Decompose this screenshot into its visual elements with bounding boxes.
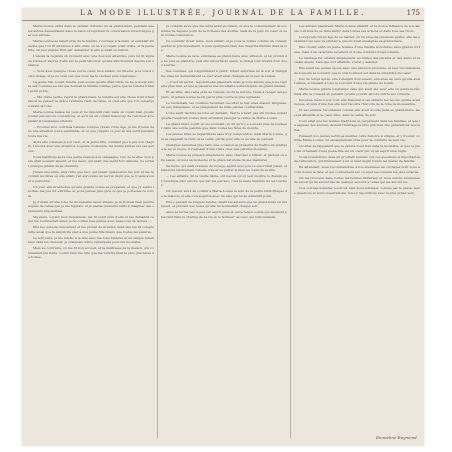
paragraph: — C'est un secret, répondit-elle gaiement; mais je vous assure que je ne regrette plus rien, et que je passerai une excellente soirée auprès de grand-maman. [161, 79, 287, 88]
paragraph: On les trouvera dans toutes les bonnes librairies, et nous serons heureuses de savoir qu'ils auront été de quelque secours à celles qui les auront lus. [294, 175, 420, 184]
text-column-1 [28, 24, 154, 440]
paragraph: Alors elle commença son récit, et la jeune fille, oubliant peu à peu son chagrin, l'écouta avec une attention toujours croissante, les mains jointes sur ses genoux. [28, 139, 154, 153]
paragraph: — Écoutez-moi, continua l'aïeule; lorsque j'avais votre âge, je me trouvai dans une situation toute semblable, et ce que j'appris ce jour-là m'a servi pendant toute ma vie. [28, 124, 154, 138]
paragraph: Je n'avais qu'une robe de mousseline assez simple; je la trouvai bien pauvre auprès de celles que je me figurais, et je passai plusieurs nuits à imaginer des ornements impossibles. [28, 199, 154, 213]
paragraph: Peu de temps après, elle s'éteignit doucement, entourée de ceux qu'elle avait aimés, et laissant à tous le souvenir d'une vie pleine de bonté. [294, 76, 420, 85]
column-divider [290, 24, 291, 438]
paragraph: Le soir venu, je me rendis à la fête avec ma robe blanche et un simple ruban bleu dans les cheveux; je craignais d'être remarquée pour ma modestie. [28, 235, 154, 244]
text-column-3 [294, 24, 420, 440]
paragraph: Le lendemain, les cousines revinrent raconter le bal; elles étaient fatiguées, un peu maussades, et se plaignaient de mille petites contrariétés. [161, 100, 287, 109]
journal-title: LA MODE ILLUSTRÉE, JOURNAL DE LA FAMILLE. [80, 9, 366, 17]
paragraph: Et en effet, elle resta près de l'aïeule, lui fit la lecture, l'aida à ranger ses papiers, et jamais soirée ne lui parut plus courte ni plus agréable. [161, 90, 287, 99]
paragraph: — Ma chère petite, reprit la grand-mère, la toilette est une chose dont il faut savoir se passer; la grâce véritable vient de l'âme, et c'est elle que l'on remarque avant la robe. [28, 94, 154, 108]
paragraph: Un jour, elle m'annonça qu'une grande soirée se préparait, et que j'y serais invitée; ma joie fut extrême, et je ne pensai plus qu'à ce que je porterais ce soir-là. [28, 184, 154, 198]
paragraph: La grand-mère sourit en les écoutant, et dit qu'il y a souvent plus de bonheur dans une soirée paisible que dans toutes les fêtes du monde. [161, 121, 287, 130]
paragraph: J'avais une amie, plus riche que moi, qui venait quelquefois me voir et me racontait les fêtes où elle allait; j'en éprouvais un secret dépit que je n'osais avouer à personne. [28, 169, 154, 183]
paragraph: Ce souvenir m'est resté, mon enfant, et je vous le donne comme un conseil; gardez-le précieusement, il vous épargnera bien des chagrins inutiles dans la vie. [161, 39, 287, 52]
paragraph: Et ses enfants l'écoutaient comme elle avait écouté jadis sa grand-mère, les yeux attentifs et le cœur ému, dans le calme du soir. [294, 108, 420, 117]
paragraph: Elle y passait de longues heures, lisant les auteurs que sa grand-mère lui indiquait, et prenant des notes qu'elle lui soumettait chaque soir. [161, 199, 287, 208]
paragraph: Marie-Louise se tenait près de la fenêtre, l'ouvrage à la main, et semblait attendre que l'on fît attention à elle; mais on ne s'occupait point d'elle, et la jeune fille, un peu piquée, finit par demander si elle pouvait se retirer. [28, 39, 154, 52]
paragraph: C'est ainsi que les bonnes traditions se perpétuent dans les familles, et que la sagesse des anciens devient l'héritage le plus précieux des générations nouvelles. [294, 118, 420, 132]
paragraph: Mais au contraire, on me fit bon accueil; et la maîtresse de la maison, qui connaissait ma mère, voulut bien me dire que ma toilette était la plus gracieuse de toutes. [28, 246, 154, 259]
paragraph: Elle choisit enfin un jeune homme d'une famille honorable, sans grande fortune, mais d'un caractère excellent et d'une conduite irréprochable. [294, 45, 420, 54]
author-signature: Emmeline Raymond. [375, 435, 418, 440]
paragraph: Puissent nos jeunes lectrices méditer cette histoire si simple, et y trouver, comme Marie-Louise, un enseignement utile pour la conduite de leur vie. [294, 133, 420, 142]
paragraph: Marie-Louise pleura longtemps celle qui avait été pour elle un guide si sûr; mais elle se consola en pensant qu'elle pouvait encore suivre ses conseils. [294, 87, 420, 96]
paragraph: La jeune fille rougit, hésita, puis avoua qu'elle était triste de ne pouvoir suivre ses cousines au bal que donnait la famille voisine, parce que sa toilette n'était point prête. [28, 79, 154, 93]
paragraph: L'aïeule la regarda un moment avec une douceur attentive, puis lui fit signe de s'asseoir auprès d'elle sur le petit tabouret qu'elle affectionnait depuis son enfance. [28, 54, 154, 67]
paragraph: Les jeunes filles se regardèrent sans trop comprendre; mais Marie-Louise, qui se rappelait le récit de la veille, garda pour elle ce qu'elle en pensait. [161, 132, 287, 141]
paragraph: Marie-Louise se leva, embrassa sa grand-mère avec effusion, et lui promit de ne plus se plaindre; puis elle retourna au salon, le visage tout éclairé d'un doux sourire. [161, 54, 287, 67]
paragraph: Ses cousines, qui s'apprêtaient à partir, furent surprises de la voir si tranquille; elles lui demandèrent ce qui l'avait ainsi changée en si peu de temps. [161, 69, 287, 78]
page-number: 175 [406, 9, 420, 17]
paragraph: L'une avait déchiré sa robe en dansant, l'autre n'avait pas été invitée autant qu'elle l'espérait; toutes deux enviaient presque le calme de Marie-Louise. [161, 111, 287, 120]
paragraph: Quelques semaines plus tard, une occasion se présenta de mettre en pratique la leçon reçue; il s'agissait d'une visite chez une parente éloignée. [161, 142, 287, 151]
paragraph: Lorsqu'elle fut en âge de se marier, on lui proposa plusieurs partis; elle les examina tous avec la prudence que lui avait enseignée sa grand-mère. [294, 34, 420, 43]
paragraph: Ma mère, voyant mon inquiétude, me fit venir près d'elle et me demanda ce qui me tourmentait ainsi; je lui confiai mes peines avec beaucoup de larmes. [28, 214, 154, 223]
paragraph: Ainsi se forma peu à peu cet esprit juste et cette raison solide qui devaient plus tard faire le charme de sa vie et le bonheur de ceux qui l'entouraient. [161, 210, 287, 219]
paragraph: On résolut alors de confier à Marie-Louise le soin de la petite bibliothèque de la maison, et elle s'en acquitta avec un zèle qui ne se démentit point. [161, 189, 287, 198]
paragraph: — Les enfants, dit la vieille dame, ont besoin qu'on leur montre le chemin par l'exemple plus encore que par les paroles; c'est la seule manière de les toucher. [161, 174, 287, 187]
paragraph: Devenue mère à son tour, elle transmit à ses enfants les leçons qu'elle avait reçues, et plus d'une fois elle leur raconta l'histoire de la robe de mousseline. [294, 97, 420, 106]
paragraph: Nous habitions alors une petite maison à la campagne, loin de la ville; mon père était souvent absent, et ma mère, qui avait une santé fort délicate, ne sortait presque jamais de sa chambre. [28, 154, 154, 168]
paragraph: Marie-Louise baissa les yeux et ne répondit rien; mais on voyait bien qu'elle n'était pas encore convaincue, et qu'il lui en coûtait beaucoup de renoncer à ce plaisir si longtemps attendu. [28, 109, 154, 123]
paragraph: Les années passèrent; Marie-Louise grandit, et la douce influence de son aïeule continua de se faire sentir dans toutes ses actions et dans tous ses choix. [294, 24, 420, 33]
paragraph: Marie-Louise se prépara simplement, sans chercher à briller; et partout où elle passa, on loua sa modestie et la grâce naturelle de ses manières. [161, 153, 287, 162]
text-column-2 [161, 24, 287, 440]
paragraph: Marie-Louise entra dans le cabinet d'études de sa grand-mère, pendant que les autres demeuraient dans le salon et reprirent la conversation interrompue par son arrivée. [28, 24, 154, 37]
column-divider [157, 24, 158, 438]
page-header [22, 8, 424, 21]
paragraph: Je compris alors que ma mère avait eu raison, et que le contentement de soi-même ne dépend point de la richesse des étoffes, mais de la paix du cœur et de la bonne conscience. [161, 24, 287, 37]
paragraph: Elle bénit les jeunes époux avec une émotion profonde, et leur recommanda de toujours se souvenir que le vrai bonheur est dans la simplicité du cœur. [294, 66, 420, 75]
magazine-page [22, 8, 424, 446]
paragraph: En attendant, nous recommandons à nos abonnées les ouvrages dont nous avons donné la liste, et qui contiennent sur ce sujet les conseils les plus éclairés. [294, 165, 420, 174]
paragraph: Le mariage fut célébré simplement, au milieu des parents et des amis; et la vieille aïeule, bien que fort affaiblie, voulut y assister. [294, 55, 420, 64]
paragraph: — Vous avez quelque chose sur le cœur, mon enfant, lui dit-elle; je le vois à votre visage, et je ne veux pas que vous me le cachiez plus longtemps. [28, 69, 154, 78]
paragraph: Nos correspondantes voudront bien nous adresser, comme par le passé, leurs questions et leurs observations; nous y répondrons avec le plus grand soin. [294, 186, 420, 195]
paragraph: Elle me consola doucement et me promit de m'aider; mais elle me fit comprendre aussi que la simplicité sied à une jeune fille mieux que toutes les parures. [28, 225, 154, 234]
paragraph: Sa mère, qui était revenue de voyage, apprit avec joie ce qui s'était passé, et remercia tendrement l'aïeule d'avoir su parler si bien au cœur de sa fille. [161, 163, 287, 172]
paragraph: Qu'elles se rappellent que la parure n'est rien sans la modestie, et que le plus bel ornement d'une jeune fille est un cœur pur et un esprit bien réglé. [294, 144, 420, 153]
paragraph: Nous reviendrons dans un prochain numéro sur ces questions si importantes de l'éducation, qui intéressent à un si haut degré toutes les mères de famille. [294, 154, 420, 163]
